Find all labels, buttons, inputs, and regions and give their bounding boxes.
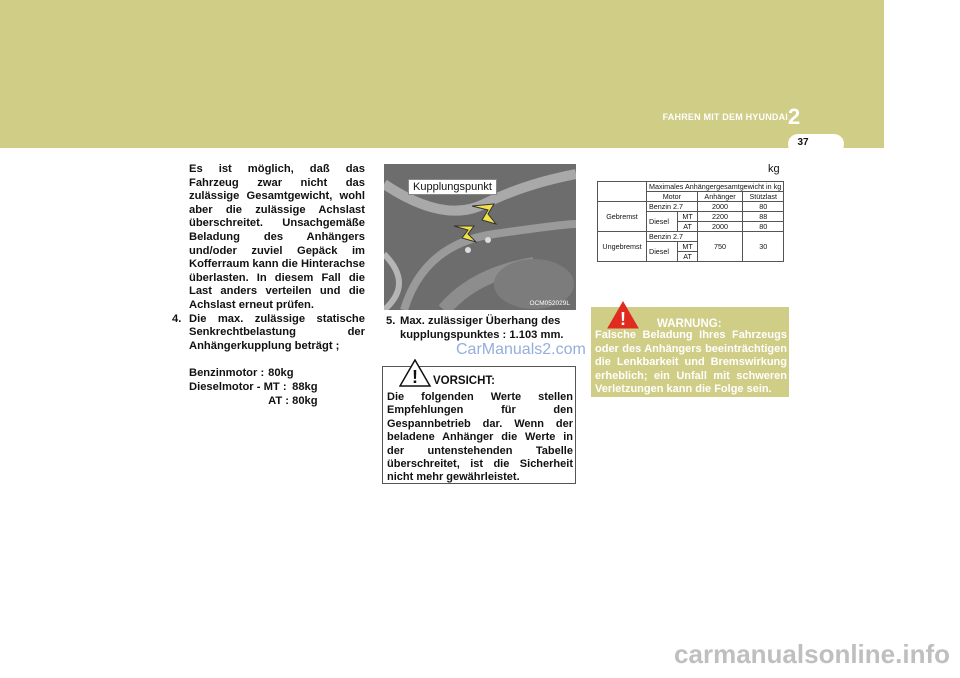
warning-title: WARNUNG: [657,318,722,330]
spec-value: 80kg [292,394,318,407]
spec-label: Dieselmotor - MT : [189,380,287,393]
item-text: Max. zulässiger Überhang des kupplungspunktes : 1.103 mm. [400,315,564,341]
watermark[interactable]: CarManuals2.com [456,341,586,358]
caution-title: VORSICHT: [433,375,495,387]
spec-row-diesel-at [189,395,365,409]
cell: 80 [743,222,784,232]
col-motor: Motor [647,192,698,202]
caution-box [382,366,576,484]
spec-row-diesel-mt [189,381,365,395]
cell: 750 [697,232,742,262]
gear-mt: MT [678,242,697,252]
spec-row-petrol [189,367,365,381]
cell: 2000 [697,202,742,212]
spec-value: 80kg [268,367,294,380]
chapter-number: 2 [788,104,801,129]
table-header: Maximales Anhängergesamtgewicht in kg [647,182,784,192]
footer-watermark[interactable]: carmanualsonline.info [674,639,950,669]
svg-text:!: ! [620,309,626,329]
engine-diesel: Diesel [647,212,678,232]
item-number: 4. [172,312,182,325]
cell: 2000 [697,222,742,232]
cell: 80 [743,202,784,212]
engine-diesel: Diesel [647,242,678,262]
row-unbraked: Ungebremst [598,232,647,262]
col-trailer: Anhänger [697,192,742,202]
figure-code: OCM052029L [529,300,570,307]
caution-text: Die folgenden Werte stellen Empfehlungen für den Gespannbetrieb dar. Wenn der beladene Anhänger die Werte in der untenstehenden Tabelle überschreitet, ist die Sicherheit nicht mehr gewährleistet. [387,391,573,484]
gear-at: AT [678,252,697,262]
tongue-load-specs [172,367,365,408]
spec-label: Benzinmotor : [189,367,265,380]
text-column-1 [172,163,365,408]
warning-text: Falsche Beladung Ihres Fahrzeugs oder des Anhängers beeinträchtigen die Lenkbarkeit und Bremswirkung erheblich; ein Unfall mit schweren Verletzungen kann die Folge sein. [595,329,787,396]
hitch-photo [384,164,576,310]
cell: 2200 [697,212,742,222]
list-item-4 [172,313,365,354]
col-tongue: Stützlast [743,192,784,202]
overload-paragraph: Es ist möglich, daß das Fahrzeug zwar nicht das zulässige Gesamtgewicht, wohl aber die zulässige Achslast überschreitet. Unsachgemäße Beladung des Anhängers und/oder zuviel Gepäck im Kofferraum kann die Hinterachse überlasten. In diesem Fall die Last anders verteilen und die Achslast erneut prüfen. [189,163,365,311]
figure-label: Kupplungspunkt [408,179,497,195]
page-number: 37 [797,137,809,148]
cell: 30 [743,232,784,262]
list-item-5 [386,315,575,342]
svg-text:!: ! [412,367,418,387]
item-text: Die max. zulässige statische Senkrechtbelastung der Anhängerkupplung beträgt ; [189,312,365,352]
gear-mt: MT [678,212,697,222]
trailer-weight-table [597,181,784,262]
header-band [0,0,884,148]
warning-box [591,307,789,397]
item-number: 5. [386,315,396,327]
warning-icon [607,301,639,329]
cell: 88 [743,212,784,222]
engine-petrol: Benzin 2.7 [647,202,698,212]
spec-label: AT : [268,394,289,407]
table-unit: kg [768,163,780,175]
caution-icon [399,359,431,387]
gear-at: AT [678,222,697,232]
engine-petrol: Benzin 2.7 [647,232,698,242]
row-braked: Gebremst [598,202,647,232]
section-title: FAHREN MIT DEM HYUNDAI [662,112,788,122]
spec-value: 88kg [292,380,318,393]
